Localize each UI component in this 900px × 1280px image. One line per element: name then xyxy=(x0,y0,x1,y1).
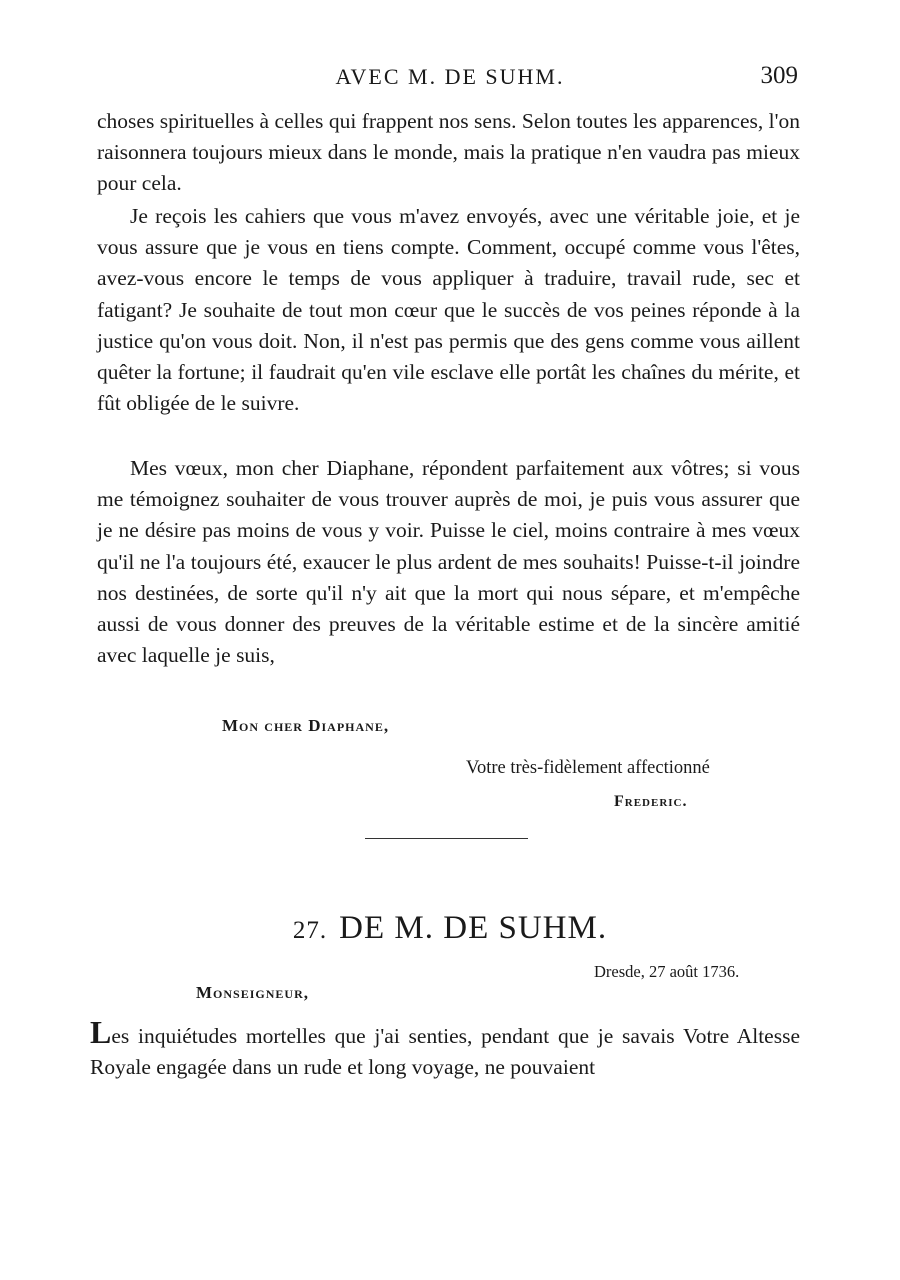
paragraph-cahiers: Je reçois les cahiers que vous m'avez envoyés, avec une véritable joie, et je vous assure que je vous en tiens compte. Comment, occupé comme vous l'êtes, avez-vous encore le temps de vous appliquer à traduire, travail rude, sec et fatigant? Je souhaite de tout mon cœur que le succès de vos peines réponde à la justice qu'on vous doit. Non, il n'est pas permis que des gens comme vous aillent quêter la fortune; il faudrait qu'en vile esclave elle portât les chaînes du mérite, et fût obligée de le suivre. xyxy=(97,204,800,416)
letter-heading xyxy=(0,910,900,947)
signature: Frederic. xyxy=(614,793,688,810)
drop-cap: L xyxy=(90,1014,112,1050)
salutation-close: Mon cher Diaphane, xyxy=(222,716,390,735)
page-number: 309 xyxy=(760,62,798,89)
letter-opening-paragraph xyxy=(90,1014,800,1083)
opening-text: es inquiétudes mortelles que j'ai senties, pendant que je savais Votre Altesse Royale engagée dans un rude et long voyage, ne pouvaient xyxy=(90,1024,800,1080)
running-head xyxy=(0,62,900,96)
addressee: Monseigneur, xyxy=(196,983,309,1002)
running-title: AVEC M. DE SUHM. xyxy=(335,64,565,89)
section-divider xyxy=(365,838,528,839)
letter-number: 27. xyxy=(292,917,328,944)
closing-formula: Votre très-fidèlement affectionné xyxy=(466,758,710,778)
place-date: Dresde, 27 août 1736. xyxy=(594,962,740,981)
letter-title: DE M. DE SUHM. xyxy=(339,910,608,946)
paragraph-voeux: Mes vœux, mon cher Diaphane, répondent parfaitement aux vôtres; si vous me témoignez souhaiter de vous trouver auprès de moi, je puis vous assurer que je ne désire pas moins de vous y voir. Puisse le ciel, moins contraire à mes vœux qu'il ne l'a toujours été, exaucer le plus ardent de mes souhaits! Puisse-t-il joindre nos destinées, de sorte qu'il n'y ait que la mort qui nous sépare, et m'empêche aussi de vous donner des preuves de la véritable estime et de la sincère amitié avec laquelle je suis, xyxy=(97,456,800,668)
paragraph-continuation: choses spirituelles à celles qui frappent nos sens. Selon toutes les apparences, l'on raisonnera toujours mieux dans le monde, mais la pratique n'en vaudra pas mieux pour cela. xyxy=(97,109,800,196)
